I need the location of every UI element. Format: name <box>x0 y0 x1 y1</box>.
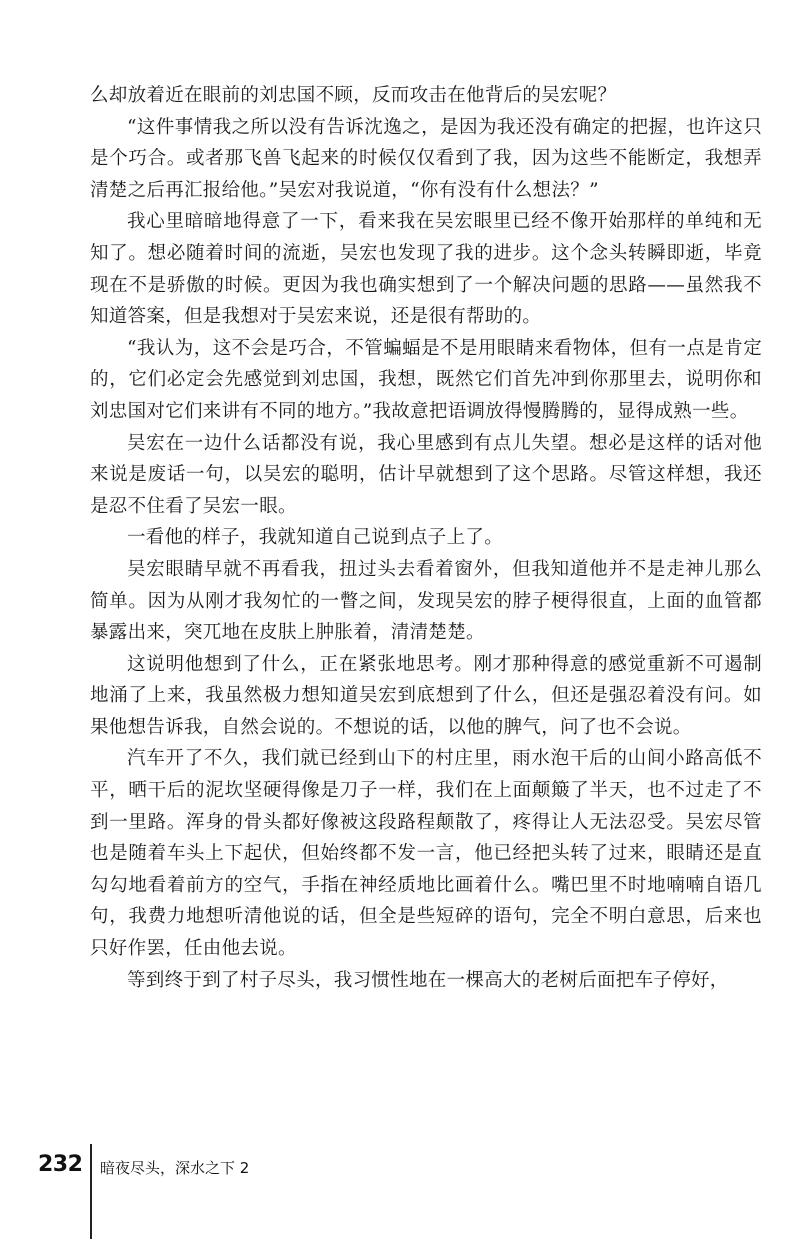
paragraph: 我心里暗暗地得意了一下，看来我在吴宏眼里已经不像开始那样的单纯和无知了。想必随着时间的流逝，吴宏也发现了我的进步。这个念头转瞬即逝，毕竟现在不是骄傲的时候。更因为我也确实想到了一个解决问题的思路——虽然我不知道答案，但是我想对于吴宏来说，还是很有帮助的。 <box>90 211 762 328</box>
paragraph: 这说明他想到了什么，正在紧张地思考。刚才那种得意的感觉重新不可遏制地涌了上来，我虽然极力想知道吴宏到底想到了什么，但还是强忍着没有问。如果他想告诉我，自然会说的。不想说的话，以他的脾气，问了也不会说。 <box>90 653 762 738</box>
paragraph: 汽车开了不久，我们就已经到山下的村庄里，雨水泡干后的山间小路高低不平，晒干后的泥坎坚硬得像是刀子一样，我们在上面颠簸了半天，也不过走了不到一里路。浑身的骨头都好像被这段路程颠散了，疼得让人无法忍受。吴宏尽管也是随着车头上下起伏，但始终都不发一言，他已经把头转了过来，眼睛还是直勾勾地看着前方的空气，手指在神经质地比画着什么。嘴巴里不时地喃喃自语几句，我费力地想听清他说的话，但全是些短碎的语句，完全不明白意思，后来也只好作罢，任由他去说。 <box>90 748 762 960</box>
paragraph: 吴宏在一边什么话都没有说，我心里感到有点儿失望。想必是这样的话对他来说是废话一句，以吴宏的聪明，估计早就想到了这个思路。尽管这样想，我还是忍不住看了吴宏一眼。 <box>90 432 762 517</box>
page-number: 232 <box>38 1152 83 1177</box>
page-body <box>90 80 762 996</box>
paragraph: 一看他的样子，我就知道自己说到点子上了。 <box>127 527 504 549</box>
paragraph: “这件事情我之所以没有告诉沈逸之，是因为我还没有确定的把握，也许这只是个巧合。或者那飞兽飞起来的时候仅仅看到了我，因为这些不能断定，我想弄清楚之后再汇报给他。”吴宏对我说道，“你有没有什么想法？” <box>90 116 762 201</box>
paragraph: 吴宏眼睛早就不再看我，扭过头去看着窗外，但我知道他并不是走神儿那么简单。因为从刚才我匆忙的一瞥之间，发现吴宏的脖子梗得很直，上面的血管都暴露出来，突兀地在皮肤上肿胀着，清清楚楚。 <box>90 558 762 644</box>
footer-divider <box>90 1144 92 1239</box>
paragraph: “我认为，这不会是巧合，不管蝙蝠是不是用眼睛来看物体，但有一点是肯定的，它们必定会先感觉到刘忠国，我想，既然它们首先冲到你那里去，说明你和刘忠国对它们来讲有不同的地方。”我故意把语调放得慢腾腾的，显得成熟一些。 <box>90 337 762 422</box>
running-title: 暗夜尽头，深水之下 2 <box>100 1159 250 1177</box>
paragraph: 等到终于到了村子尽头，我习惯性地在一棵高大的老树后面把车子停好， <box>127 969 729 991</box>
paragraph-continued: 么却放着近在眼前的刘忠国不顾，反而攻击在他背后的吴宏呢？ <box>90 85 617 106</box>
